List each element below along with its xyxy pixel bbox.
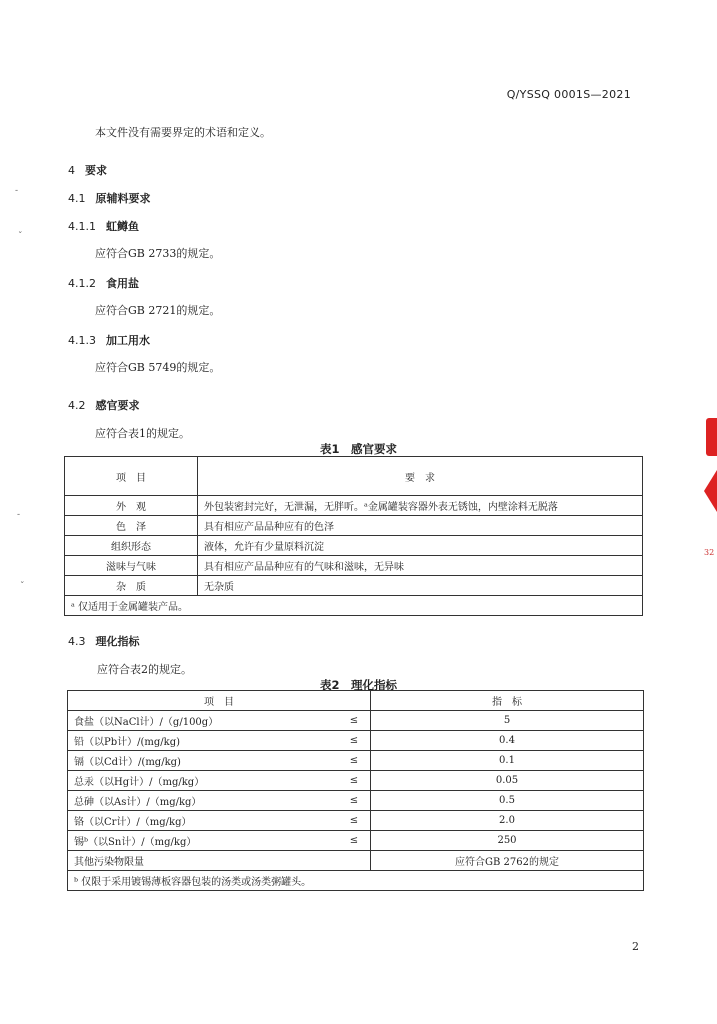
section-4-1-heading: 4.1 原辅料要求 (68, 192, 151, 205)
red-seal-text: 32 (704, 548, 715, 557)
table-cell: 杂 质 (65, 576, 198, 596)
table-cell: 应符合GB 2762的规定 (371, 851, 644, 871)
table1-caption: 表1 感官要求 (319, 442, 397, 456)
physicochemical-table (67, 690, 644, 891)
section-4-2-text: 应符合表1的规定。 (95, 427, 190, 440)
table-row (68, 811, 644, 831)
table-row (65, 576, 643, 596)
table-cell: 镉（以Cd计）/(mg/kg) (68, 751, 339, 771)
table-row (68, 731, 644, 751)
table-cell-operator: ≤ (338, 791, 371, 811)
table-row (68, 831, 644, 851)
table-cell: 铅（以Pb计）/(mg/kg) (68, 731, 339, 751)
table-cell: 5 (371, 711, 644, 731)
table-cell: 铬（以Cr计）/（mg/kg） (68, 811, 339, 831)
section-4-3-heading: 4.3 理化指标 (68, 635, 140, 648)
table-cell: 250 (371, 831, 644, 851)
table-row (68, 771, 644, 791)
table-cell: 0.05 (371, 771, 644, 791)
margin-dash-mark: - (15, 186, 19, 196)
table-cell-operator: ≤ (338, 731, 371, 751)
table-footnote: ᵇ 仅限于采用镀锡薄板容器包装的汤类或汤类粥罐头。 (68, 871, 644, 891)
table-header-cell: 项 目 (68, 691, 371, 711)
table-row (65, 496, 643, 516)
table-cell: 总砷（以As计）/（mg/kg） (68, 791, 339, 811)
section-4-1-2-text: 应符合GB 2721的规定。 (95, 304, 221, 317)
table-header-row (65, 457, 643, 496)
table-row (68, 851, 644, 871)
table-cell: 其他污染物限量 (68, 851, 371, 871)
table-cell-operator: ≤ (338, 831, 371, 851)
table-header-row (68, 691, 644, 711)
table-cell: 组织形态 (65, 536, 198, 556)
table-cell: 外包装密封完好，无泄漏，无胖听。ᵃ金属罐装容器外表无锈蚀，内壁涂料无脱落 (198, 496, 643, 516)
section-4-heading: 4 要求 (68, 164, 107, 177)
table-cell: 食盐（以NaCl计）/（g/100g） (68, 711, 339, 731)
red-seal-edge (704, 470, 717, 512)
table-footnote: ᵃ 仅适用于金属罐装产品。 (65, 596, 643, 616)
table-cell: 0.5 (371, 791, 644, 811)
section-4-3-text: 应符合表2的规定。 (97, 663, 192, 676)
section-4-1-1-heading: 4.1.1 虹鳟鱼 (68, 220, 139, 233)
table-row (68, 751, 644, 771)
table-row (68, 791, 644, 811)
section-4-1-3-text: 应符合GB 5749的规定。 (95, 361, 221, 374)
table-cell: 具有相应产品品种应有的色泽 (198, 516, 643, 536)
table-cell-operator: ≤ (338, 771, 371, 791)
table-header-cell: 指 标 (371, 691, 644, 711)
table-cell: 具有相应产品品种应有的气味和滋味，无异味 (198, 556, 643, 576)
table-header-cell: 要 求 (198, 457, 643, 496)
section-4-2-heading: 4.2 感官要求 (68, 399, 140, 412)
table-cell-operator: ≤ (338, 811, 371, 831)
section-4-1-2-heading: 4.1.2 食用盐 (68, 277, 139, 290)
table-cell: 外 观 (65, 496, 198, 516)
table-row (68, 711, 644, 731)
table-cell: 滋味与气味 (65, 556, 198, 576)
table-footnote-row (65, 596, 643, 616)
table-cell: 0.4 (371, 731, 644, 751)
margin-dash-mark: - (17, 510, 21, 520)
margin-tick-mark: ˇ (18, 232, 23, 242)
table-cell: 锡ᵇ（以Sn计）/（mg/kg） (68, 831, 339, 851)
table-row (65, 556, 643, 576)
table-cell: 0.1 (371, 751, 644, 771)
section-4-1-1-text: 应符合GB 2733的规定。 (95, 247, 221, 260)
margin-tick-mark: ˇ (20, 582, 25, 592)
table-footnote-row (68, 871, 644, 891)
table-cell: 液体，允许有少量原料沉淀 (198, 536, 643, 556)
table-cell: 无杂质 (198, 576, 643, 596)
document-code: Q/YSSQ 0001S—2021 (506, 88, 631, 101)
table-cell: 总汞（以Hg计）/（mg/kg） (68, 771, 339, 791)
red-seal-edge (706, 418, 717, 456)
page-number: 2 (632, 940, 639, 953)
table-cell-operator: ≤ (338, 751, 371, 771)
table-cell: 色 泽 (65, 516, 198, 536)
table-header-cell: 项 目 (65, 457, 198, 496)
table2-caption: 表2 理化指标 (319, 678, 397, 692)
table-row (65, 516, 643, 536)
table-cell: 2.0 (371, 811, 644, 831)
table-row (65, 536, 643, 556)
table-cell-operator: ≤ (338, 711, 371, 731)
section-4-1-3-heading: 4.1.3 加工用水 (68, 334, 150, 347)
intro-text: 本文件没有需要界定的术语和定义。 (95, 126, 271, 139)
sensory-table (64, 456, 643, 616)
